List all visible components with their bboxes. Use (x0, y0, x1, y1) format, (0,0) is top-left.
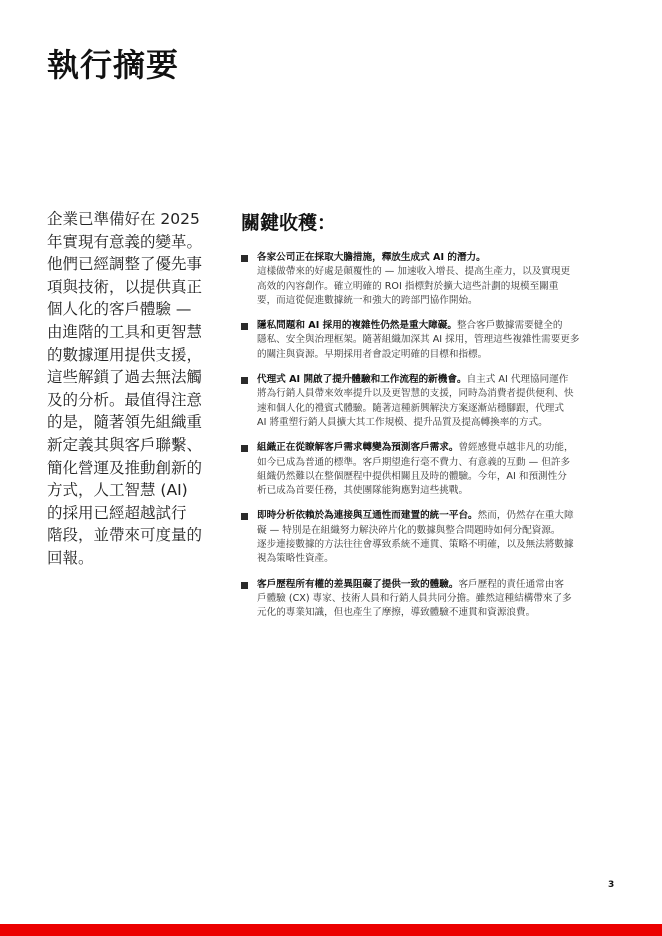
square-bullet-icon (241, 255, 248, 262)
finding-text: 曾經感覺卓越非凡的功能， (458, 442, 574, 454)
finding-text-line: 速和個人化的禮賓式體驗。隨著這種新興解決方案逐漸站穩腳跟，代理式 (257, 402, 564, 414)
page-title: 執行摘要 (47, 46, 180, 84)
finding-text-line: 視為策略性資產。 (257, 553, 334, 565)
square-bullet-icon (241, 513, 248, 520)
finding-text-line: 析已成為首要任務，其使團隊能夠應對這些挑戰。 (257, 485, 469, 497)
square-bullet-icon (241, 323, 248, 330)
intro-line: 由進階的工具和更智慧 (47, 322, 203, 341)
key-findings-heading: 關鍵收穫： (241, 212, 337, 234)
intro-paragraph (47, 208, 222, 570)
intro-line: 年實現有意義的變革。 (47, 232, 203, 251)
finding-text: 自主式 AI 代理協同運作 (466, 374, 569, 386)
finding-item (241, 319, 621, 362)
intro-line: 他們已經調整了優先事 (47, 255, 203, 274)
intro-line: 回報。 (47, 548, 94, 567)
finding-item (241, 441, 621, 498)
key-findings-section (241, 208, 621, 632)
finding-first-line (257, 251, 621, 265)
finding-text-line: 隱私、安全與治理框架。隨著組織加深其 AI 採用，管理這些複雜性需要更多 (257, 334, 580, 346)
finding-text: 整合客戶數據需要健全的 (456, 320, 563, 332)
finding-first-line (257, 441, 621, 455)
square-bullet-icon (241, 582, 248, 589)
page-number: 3 (608, 880, 615, 890)
finding-text-line: AI 將重塑行銷人員擴大其工作規模、提升品質及提高轉換率的方式。 (257, 416, 548, 428)
finding-text-line: 礙 — 特別是在組織努力解決碎片化的數據與整合問題時如何分配資源。 (257, 524, 561, 536)
finding-lead: 各家公司正在採取大膽措施，釋放生成式 AI 的潛力。 (257, 252, 486, 263)
square-bullet-icon (241, 445, 248, 452)
finding-text-line: 要，而這從促進數據統一和強大的跨部門協作開始。 (257, 294, 478, 306)
intro-line: 新定義其與客戶聯繫、 (47, 435, 203, 454)
square-bullet-icon (241, 377, 248, 384)
intro-line: 個人化的客戶體驗 — (47, 300, 192, 319)
finding-item (241, 509, 621, 566)
finding-text-line: 組織仍然難以在整個歷程中提供相關且及時的體驗。今年，AI 和預測性分 (257, 470, 567, 482)
finding-text-line: 戶體驗 (CX) 專家、技術人員和行銷人員共同分擔。雖然這種結構帶來了多 (257, 592, 572, 604)
finding-text-line: 如今已成為普通的標準。客戶期望進行毫不費力、有意義的互動 — 但許多 (257, 456, 571, 468)
finding-first-line (257, 509, 621, 523)
finding-first-line (257, 578, 621, 592)
finding-text-line: 元化的專業知識，但也產生了摩擦，導致體驗不連貫和資源浪費。 (257, 607, 536, 619)
finding-item (241, 373, 621, 430)
intro-line: 階段，並帶來可度量的 (47, 526, 203, 545)
intro-line: 的是，隨著領先組織重 (47, 413, 203, 432)
finding-text-line: 將為行銷人員帶來效率提升以及更智慧的支援，同時為消費者提供便利、快 (257, 388, 574, 400)
intro-line: 及的分析。最值得注意 (47, 390, 203, 409)
intro-line: 方式，人工智慧 (AI) (47, 481, 188, 500)
finding-text: 客戶歷程的責任通常由客 (458, 578, 564, 590)
footer-accent-bar (0, 924, 662, 936)
finding-text-line: 的關注與資源。早期採用者會設定明確的目標和指標。 (257, 348, 488, 360)
finding-lead: 即時分析依賴於為連接與互通性而建置的統一平台。 (257, 510, 478, 522)
finding-first-line (257, 373, 621, 387)
intro-line: 簡化營運及推動創新的 (47, 458, 203, 477)
finding-first-line (257, 319, 621, 333)
intro-line: 這些解鎖了過去無法觸 (47, 368, 203, 387)
finding-lead: 代理式 AI 開啟了提升體驗和工作流程的新機會。 (257, 374, 467, 386)
key-findings-list (241, 251, 621, 621)
finding-item (241, 251, 621, 308)
finding-lead: 客戶歷程所有權的差異阻礙了提供一致的體驗。 (257, 578, 459, 590)
finding-text-line: 高效的內容創作。確立明確的 ROI 指標對於擴大這些計劃的規模至關重 (257, 280, 559, 292)
finding-text: 然而，仍然存在重大障 (477, 510, 574, 522)
intro-line: 的採用已經超越試行 (47, 503, 187, 522)
finding-text-line: 這樣做帶來的好處是顛覆性的 — 加速收入增長、提高生產力，以及實現更 (257, 266, 571, 278)
finding-item (241, 578, 621, 621)
intro-line: 項與技術，以提供真正 (47, 277, 203, 296)
intro-line: 企業已準備好在 2025 (47, 210, 200, 228)
finding-lead: 隱私問題和 AI 採用的複雜性仍然是重大障礙。 (257, 320, 457, 332)
intro-line: 的數據運用提供支援， (47, 345, 203, 364)
finding-text-line: 逐步連接數據的方法往往會導致系統不連貫、策略不明確，以及無法將數據 (257, 539, 574, 551)
finding-lead: 組織正在從瞭解客戶需求轉變為預測客戶需求。 (257, 442, 459, 454)
